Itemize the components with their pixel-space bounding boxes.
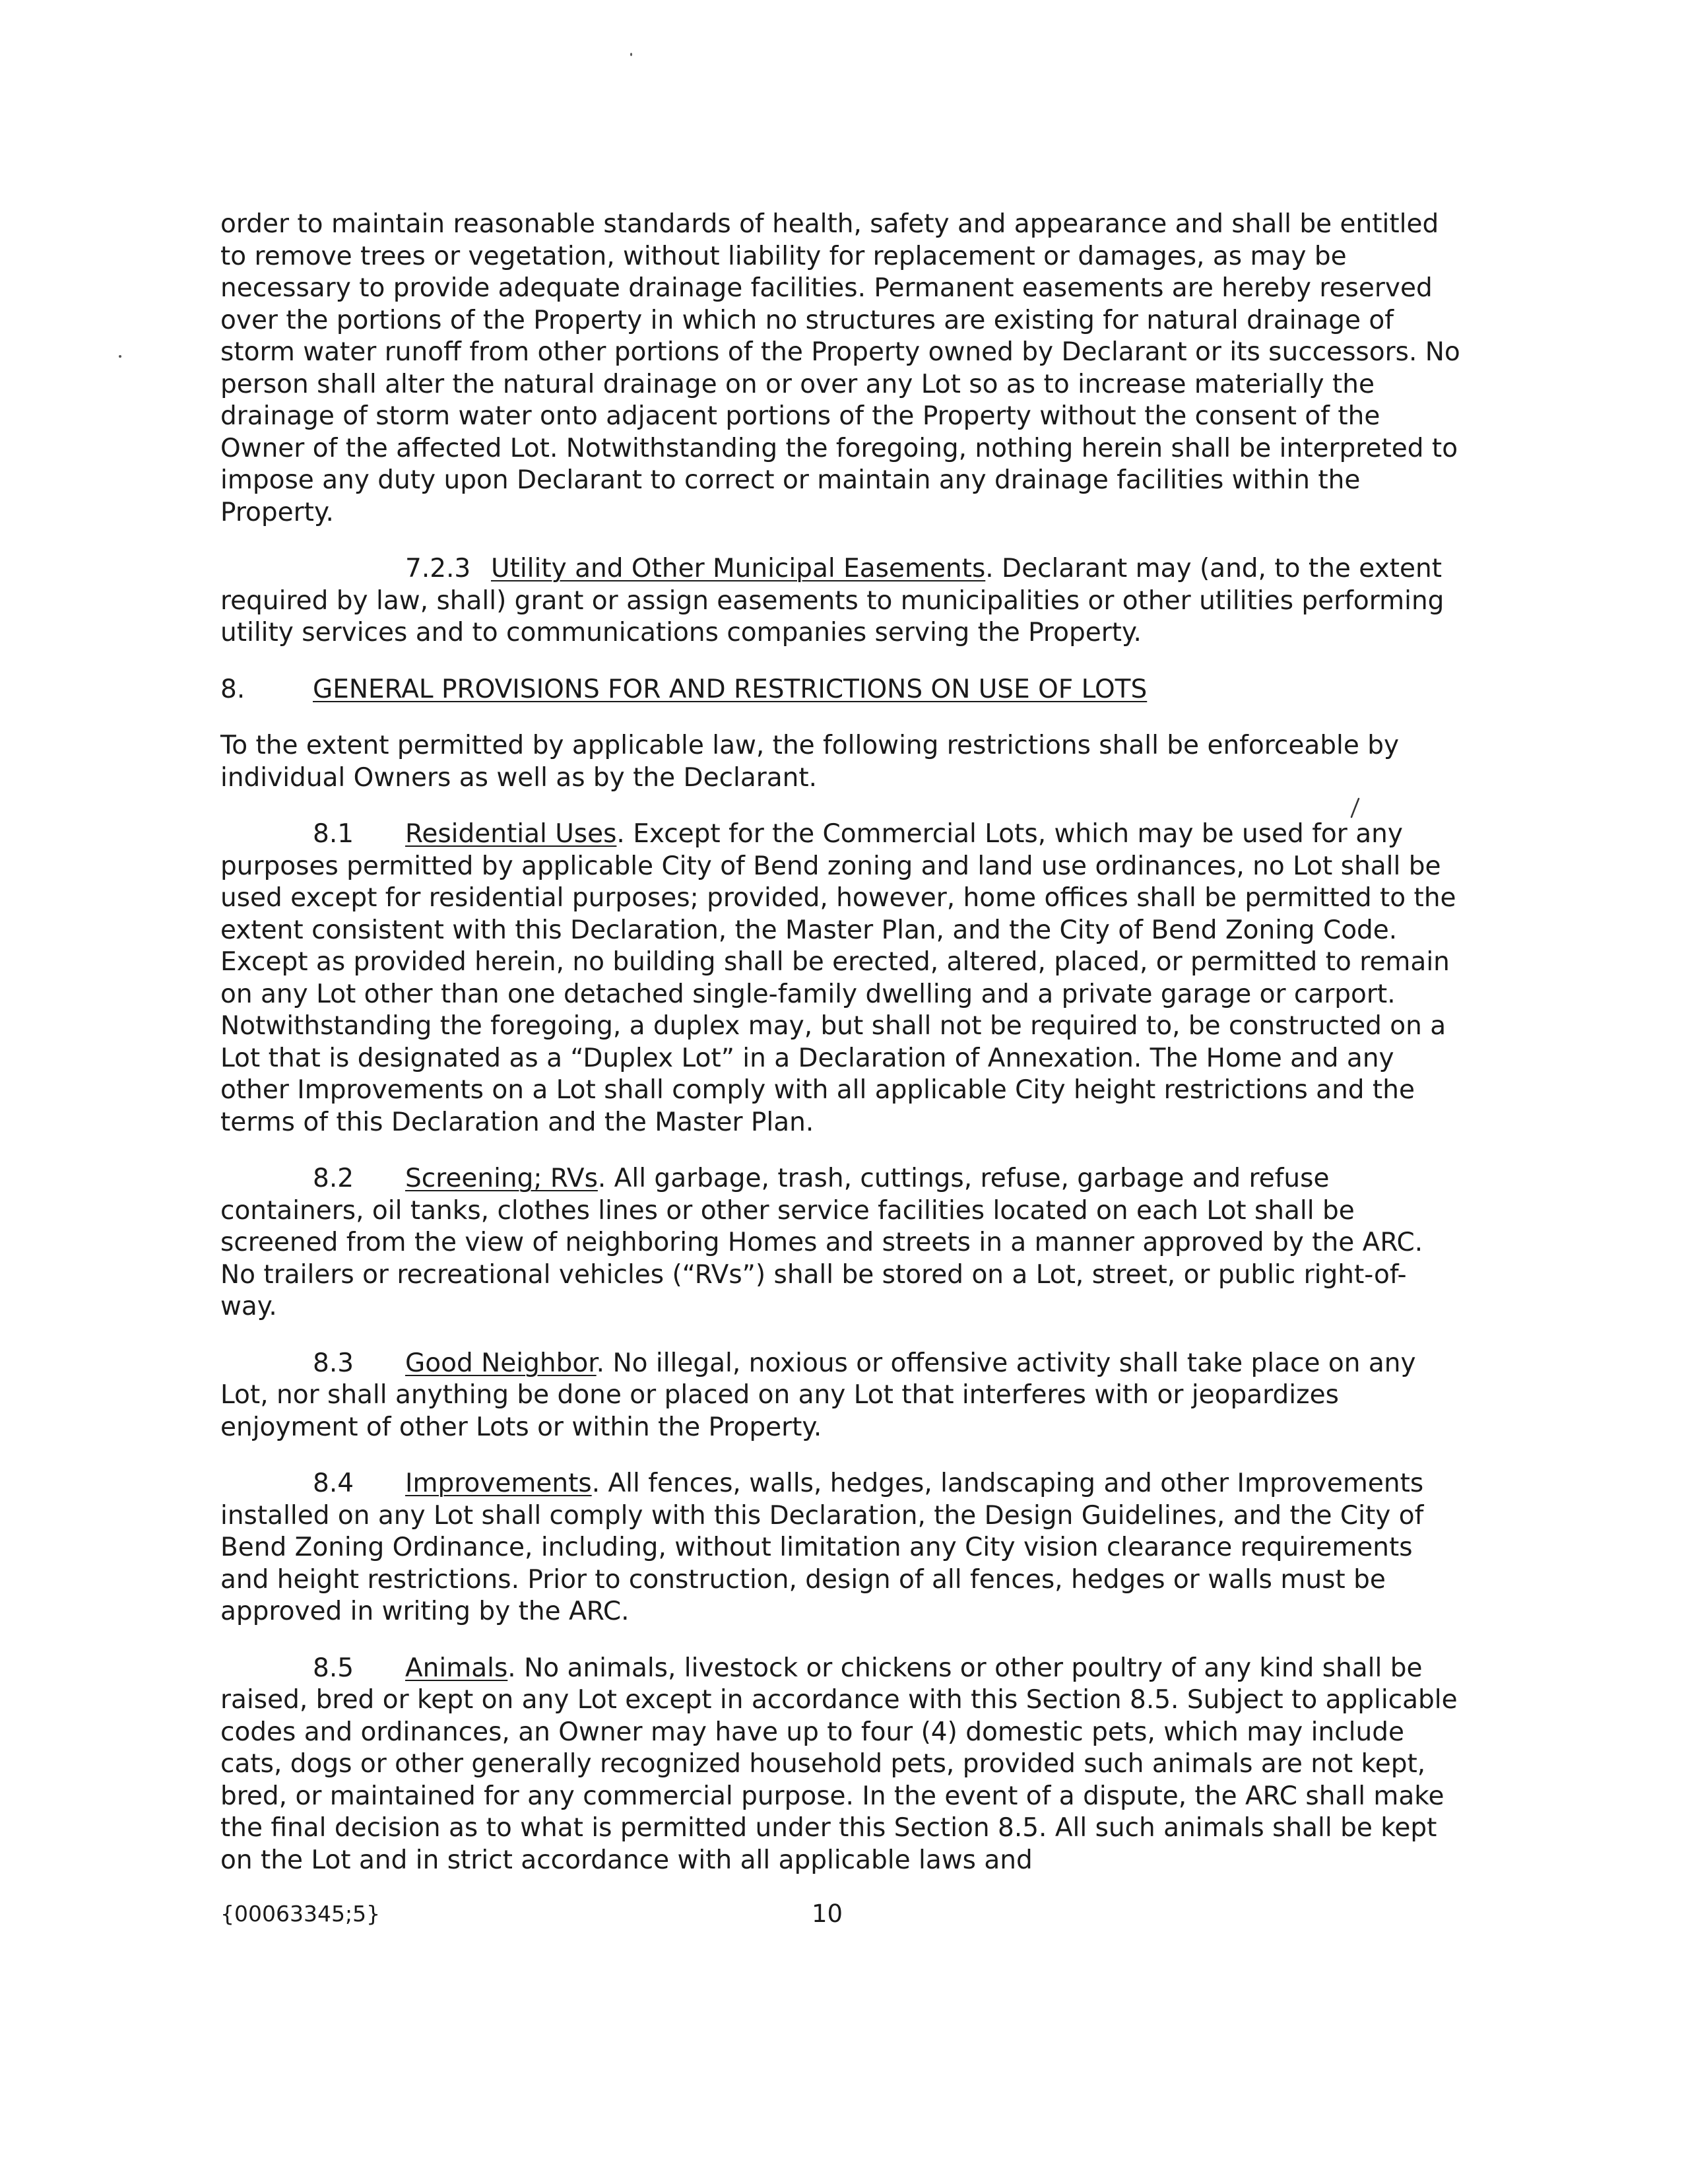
subsection-8-5 (220, 1653, 1461, 1877)
footer-page-number: 10 (812, 1900, 843, 1928)
subsection-number: 8.3 (313, 1348, 354, 1378)
subsection-8-2 (220, 1163, 1461, 1323)
section-8-intro (220, 730, 1461, 794)
subsection-heading: Screening; RVs (405, 1164, 598, 1193)
subsection-heading: Animals (405, 1653, 508, 1683)
subsection-heading: Good Neighbor (405, 1348, 597, 1378)
section-text: . Declarant may (and, to the extent required by law, shall) grant or assign easements to municipalities or other utilities performing utility services and to communications companies serving the Property. (220, 554, 1444, 647)
intro-paragraph (220, 209, 1461, 529)
subsection-text: . No illegal, noxious or offensive activity shall take place on any Lot, nor shall anything be done or placed on any Lot that interferes with or jeopardizes enjoyment of other Lots or within the Property. (220, 1348, 1416, 1442)
document-body (220, 209, 1461, 1901)
subsection-text: . All fences, walls, hedges, landscaping and other Improvements installed on any Lot shall comply with this Declaration, the Design Guidelines, and the City of Bend Zoning Ordinance, including, without limitation any City vision clearance requirements and height restrictions. Prior to construction, design of all fences, hedges or walls must be approved in writing by the ARC. (220, 1469, 1424, 1626)
subsection-text: . Except for the Commercial Lots, which may be used for any purposes permitted by applicable City of Bend zoning and land use ordinances, no Lot shall be used except for residential purposes; provided, however, home offices shall be permitted to the extent consistent with this Declaration, the Master Plan, and the City of Bend Zoning Code. Except as provided herein, no building shall be erected, altered, placed, or permitted to remain on any Lot other than one detached single-family dwelling and a private garage or carport. Notwithstanding the foregoing, a duplex may, but shall not be required to, be constructed on a Lot that is designated as a “Duplex Lot” in a Declaration of Annexation. The Home and any other Improvements on a Lot shall comply with all applicable City height restrictions and the terms of this Declaration and the Master Plan. (220, 819, 1456, 1137)
footer-document-id: {00063345;5} (220, 1901, 381, 1927)
section-7-2-3 (220, 553, 1461, 649)
subsection-8-1 (220, 818, 1461, 1139)
section-8-intro-text: To the extent permitted by applicable law, the following restrictions shall be enforceable by individual Owners as well as by the Declarant. (220, 731, 1400, 793)
subsection-heading: Residential Uses (405, 819, 617, 849)
section-number: 7.2.3 (405, 554, 471, 583)
subsection-8-4 (220, 1468, 1461, 1628)
subsection-text: . All garbage, trash, cuttings, refuse, garbage and refuse containers, oil tanks, clothes lines or other service facilities located on each Lot shall be screened from the view of neighboring Homes and streets in a manner approved by the ARC. No trailers or recreational vehicles (“RVs”) shall be stored on a Lot, street, or public right-of-way. (220, 1164, 1423, 1321)
subsection-number: 8.2 (313, 1164, 354, 1193)
section-number: 8. (220, 674, 245, 704)
scan-speck (119, 355, 121, 358)
section-heading: Utility and Other Municipal Easements (491, 554, 986, 583)
section-heading: GENERAL PROVISIONS FOR AND RESTRICTIONS ON USE OF LOTS (313, 674, 1148, 704)
subsection-heading: Improvements (405, 1469, 592, 1498)
subsection-number: 8.5 (313, 1653, 354, 1683)
subsection-number: 8.1 (313, 819, 354, 849)
section-8-heading (220, 674, 1461, 706)
subsection-number: 8.4 (313, 1469, 354, 1498)
subsection-text: . No animals, livestock or chickens or other poultry of any kind shall be raised, bred or kept on any Lot except in accordance with this Section 8.5. Subject to applicable codes and ordinances, an Owner may have up to four (4) domestic pets, which may include cats, dogs or other generally recognized household pets, provided such animals are not kept, bred, or maintained for any commercial purpose. In the event of a dispute, the ARC shall make the final decision as to what is permitted under this Section 8.5. All such animals shall be kept on the Lot and in strict accordance with all applicable laws and (220, 1653, 1458, 1875)
intro-paragraph-text: order to maintain reasonable standards of health, safety and appearance and shall be entitled to remove trees or vegetation, without liability for replacement or damages, as may be necessary to provide adequate drainage facilities. Permanent easements are hereby reserved over the portions of the Property in which no structures are existing for natural drainage of storm water runoff from other portions of the Property owned by Declarant or its successors. No person shall alter the natural drainage on or over any Lot so as to increase materially the drainage of storm water onto adjacent portions of the Property without the consent of the Owner of the affected Lot. Notwithstanding the foregoing, nothing herein shall be interpreted to impose any duty upon Declarant to correct or maintain any drainage facilities within the Property. (220, 209, 1460, 527)
scan-speck (630, 53, 632, 56)
subsection-8-3 (220, 1348, 1461, 1444)
